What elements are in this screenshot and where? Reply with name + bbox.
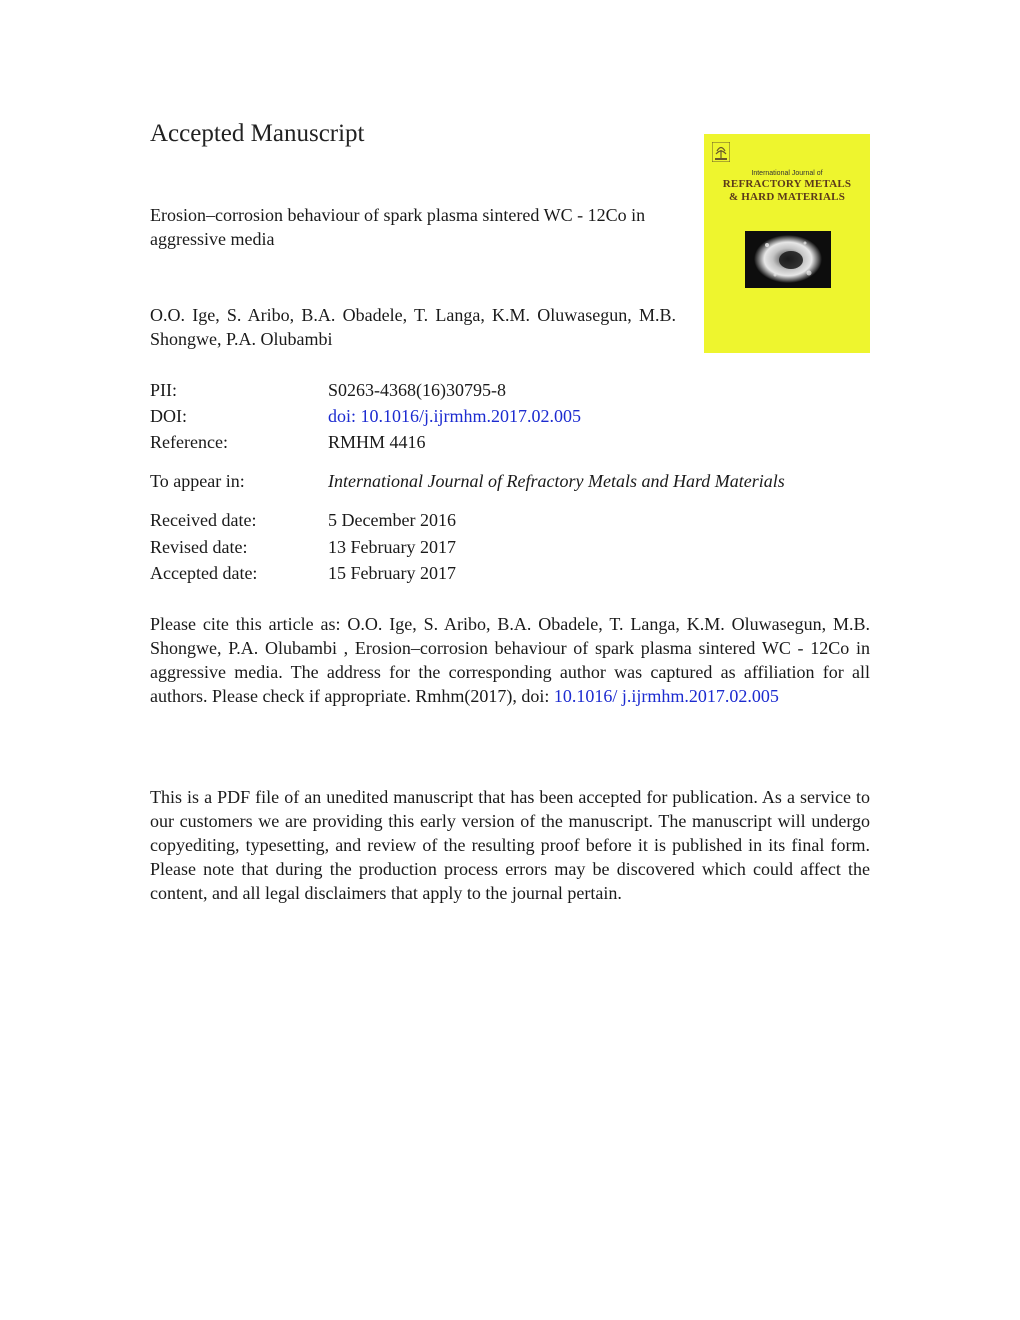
- article-title: Erosion–corrosion behaviour of spark plasma sintered WC - 12Co in aggressive media: [150, 205, 646, 249]
- received-value: 5 December 2016: [328, 510, 456, 530]
- received-label: Received date:: [150, 510, 257, 530]
- journal-name-line2: & HARD MATERIALS: [728, 191, 846, 203]
- accepted-value: 15 February 2017: [328, 563, 456, 583]
- appear-value: International Journal of Refractory Metals and Hard Materials: [328, 471, 785, 491]
- doi-link[interactable]: doi: 10.1016/j.ijrmhm.2017.02.005: [328, 406, 582, 426]
- page-heading: Accepted Manuscript: [150, 120, 365, 147]
- pii-label: PII:: [150, 380, 177, 400]
- cover-micrograph-image: [745, 231, 831, 288]
- accepted-label: Accepted date:: [150, 563, 258, 583]
- citation-paragraph: [150, 612, 870, 708]
- revised-value: 13 February 2017: [328, 537, 456, 557]
- pii-value: S0263-4368(16)30795-8: [328, 380, 506, 400]
- doi-label: DOI:: [150, 406, 187, 426]
- journal-name-line1: REFRACTORY METALS: [722, 178, 852, 190]
- citation-doi-link[interactable]: 10.1016/ j.ijrmhm.2017.02.005: [553, 686, 779, 706]
- reference-label: Reference:: [150, 432, 228, 452]
- journal-prefix: International Journal of: [751, 170, 823, 177]
- citation-text: Please cite this article as: O.O. Ige, S. Aribo, B.A. Obadele, T. Langa, K.M. Oluwasegun, M.B. Shongwe, P.A. Olubambi , Erosion–corrosion behaviour of spark plasma sintered WC - 12Co in aggressive media. The address for the corresponding author was captured as affiliation for all authors. Please check if appropriate. Rmhm(2017), doi:: [150, 614, 870, 706]
- disclaimer-paragraph: This is a PDF file of an unedited manuscript that has been accepted for publication. As a service to our customers we are providing this early version of the manuscript. The manuscript will undergo copyediting, typesetting, and review of the resulting proof before it is published in its final form. Please note that during the production process errors may be discovered which could affect the content, and all legal disclaimers that apply to the journal pertain.: [150, 787, 870, 903]
- elsevier-tree-logo-icon: [712, 142, 730, 162]
- appear-label: To appear in:: [150, 471, 245, 491]
- reference-value: RMHM 4416: [328, 432, 426, 452]
- journal-cover: [704, 134, 870, 353]
- journal-name: [710, 178, 864, 204]
- article-authors: O.O. Ige, S. Aribo, B.A. Obadele, T. Langa, K.M. Oluwasegun, M.B. Shongwe, P.A. Olubambi: [150, 305, 676, 349]
- revised-label: Revised date:: [150, 537, 248, 557]
